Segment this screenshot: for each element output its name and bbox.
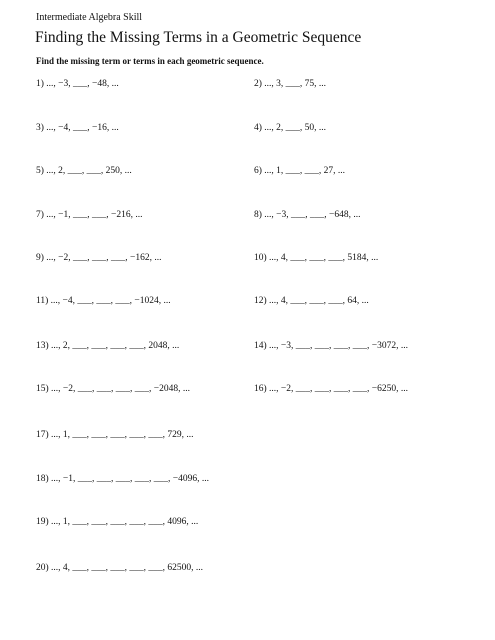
problem-6: 6) ..., 1, ___, ___, 27, ... bbox=[254, 166, 346, 176]
course-label: Intermediate Algebra Skill bbox=[36, 12, 143, 23]
problem-10: 10) ..., 4, ___, ___, ___, 5184, ... bbox=[254, 253, 379, 263]
problem-13: 13) ..., 2, ___, ___, ___, ___, 2048, ... bbox=[36, 341, 180, 351]
problem-18: 18) ..., −1, ___, ___, ___, ___, ___, −4096, ... bbox=[36, 474, 210, 484]
problem-20: 20) ..., 4, ___, ___, ___, ___, ___, 62500, ... bbox=[36, 563, 204, 573]
problem-12: 12) ..., 4, ___, ___, ___, 64, ... bbox=[254, 296, 369, 306]
problem-9: 9) ..., −2, ___, ___, ___, −162, ... bbox=[36, 253, 162, 263]
instructions: Find the missing term or terms in each geometric sequence. bbox=[36, 56, 264, 66]
problem-4: 4) ..., 2, ___, 50, ... bbox=[254, 123, 327, 133]
problem-1: 1) ..., −3, ___, −48, ... bbox=[36, 79, 119, 89]
problem-16: 16) ..., −2, ___, ___, ___, ___, −6250, ... bbox=[254, 384, 409, 394]
problem-7: 7) ..., −1, ___, ___, −216, ... bbox=[36, 210, 143, 220]
problem-14: 14) ..., −3, ___, ___, ___, ___, −3072, ... bbox=[254, 341, 409, 351]
page-title: Finding the Missing Terms in a Geometric Sequence bbox=[35, 29, 362, 46]
problem-15: 15) ..., −2, ___, ___, ___, ___, −2048, ... bbox=[36, 384, 191, 394]
problem-17: 17) ..., 1, ___, ___, ___, ___, ___, 729, ... bbox=[36, 430, 194, 440]
problem-2: 2) ..., 3, ___, 75, ... bbox=[254, 79, 327, 89]
problem-3: 3) ..., −4, ___, −16, ... bbox=[36, 123, 119, 133]
problem-5: 5) ..., 2, ___, ___, 250, ... bbox=[36, 166, 132, 176]
problem-19: 19) ..., 1, ___, ___, ___, ___, ___, 4096, ... bbox=[36, 517, 199, 527]
problem-8: 8) ..., −3, ___, ___, −648, ... bbox=[254, 210, 361, 220]
problem-11: 11) ..., −4, ___, ___, ___, −1024, ... bbox=[36, 296, 171, 306]
